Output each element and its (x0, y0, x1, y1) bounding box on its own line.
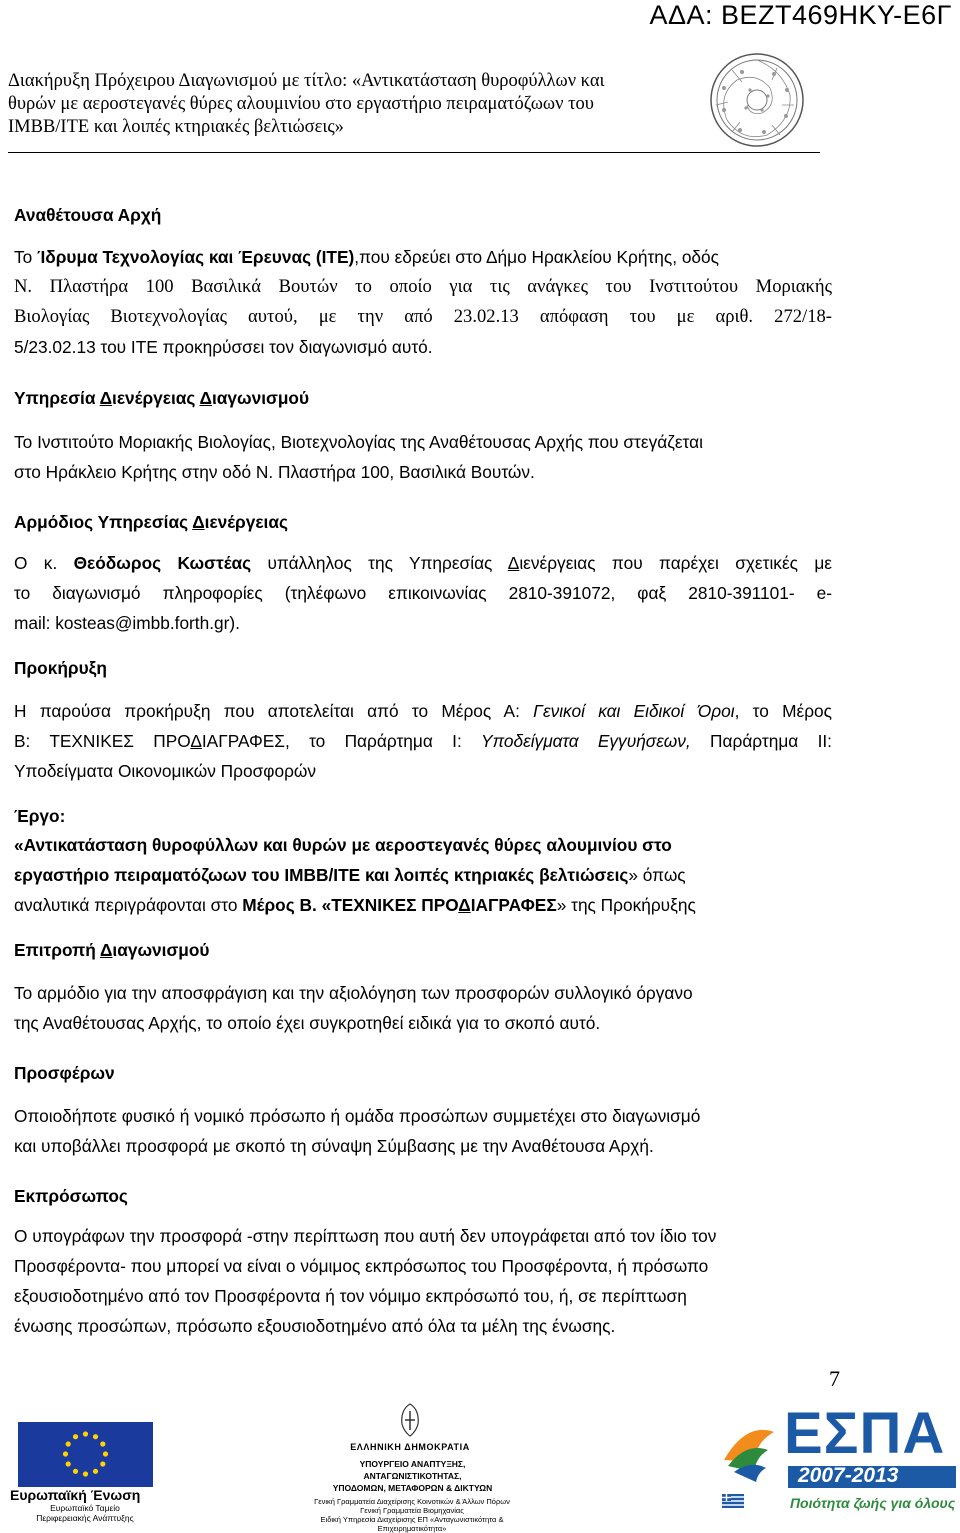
header-line: Διακήρυξη Πρόχειρου Διαγωνισμού με τίτλο: «Αντικατάσταση θυροφύλλων και (8, 71, 605, 91)
eu-title: Ευρωπαϊκή Ένωση (10, 1487, 141, 1503)
paragraph-line: το διαγωνισμό πληροφορίες (τηλέφωνο επικοινωνίας 2810-391072, φαξ 2810-391101- e- (14, 583, 832, 603)
phaistos-disc-logo (702, 50, 812, 150)
paragraph-line: Το αρμόδιο για την αποσφράγιση και την αξιολόγηση των προσφορών συλλογικό όργανο (14, 983, 693, 1003)
header-rule (8, 152, 820, 153)
ada-code: ΑΔΑ: ΒΕΖΤ469ΗΚΥ-Ε6Γ (649, 0, 952, 30)
header-line: IMBB/ITE και λοιπές κτηριακές βελτιώσεις» (8, 117, 344, 137)
section-heading: Έργο: (14, 806, 66, 826)
ministry-name (310, 1458, 515, 1494)
paragraph-line: 5/23.02.13 του ΙΤΕ προκηρύσσει τον διαγωνισμό αυτό. (14, 337, 433, 357)
section-heading: Προκήρυξη (14, 658, 107, 678)
section-heading: Εκπρόσωπος (14, 1186, 128, 1206)
header-line: θυρών με αεροστεγανές θύρες αλουμινίου στο εργαστήριο πειραματόζωων του (8, 94, 594, 114)
espa-title: ΕΣΠΑ (784, 1401, 946, 1466)
paragraph-line: «Αντικατάσταση θυροφύλλων και θυρών με αεροστεγανές θύρες αλουμινίου στο (14, 835, 672, 855)
greek-emblem-icon (398, 1402, 422, 1438)
paragraph-line: Ν. Πλαστήρα 100 Βασιλικά Βουτών το οποίο για τις ανάγκες του Ινστιτούτου Μοριακής (14, 276, 832, 297)
paragraph-line: ένωσης προσώπων, πρόσωπο εξουσιοδοτημένο από όλα τα μέλη της ένωσης. (14, 1316, 616, 1336)
paragraph-line: της Αναθέτουσας Αρχής, το οποίο έχει συγκροτηθεί ειδικά για το σκοπό αυτό. (14, 1013, 601, 1033)
paragraph-line: Η παρούσα προκήρυξη που αποτελείται από το Μέρος Α: Γενικοί και Ειδικοί Όροι, το Μέρος (14, 701, 832, 721)
eu-subtitle-line: Ευρωπαϊκό Ταμείο (50, 1503, 120, 1513)
gov-secretariat (312, 1497, 512, 1533)
paragraph-line: Υποδείγματα Οικονομικών Προσφορών (14, 761, 317, 781)
paragraph-line: Ο κ. Θεόδωρος Κωστέας υπάλληλος της Υπηρεσίας Διενέργειας που παρέχει σχετικές με (14, 553, 832, 573)
secretariat-line: Ειδική Υπηρεσία Διαχείρισης ΕΠ «Ανταγωνιστικότητα & Επιχειρηματικότητα» (320, 1515, 504, 1533)
section-paragraph (14, 427, 832, 487)
paragraph-line: Το Ινστιτούτο Μοριακής Βιολογίας, Βιοτεχνολογίας της Αναθέτουσας Αρχής που στεγάζεται (14, 432, 703, 452)
eu-flag-icon (18, 1422, 153, 1487)
paragraph-line: Το Ίδρυμα Τεχνολογίας και Έρευνας (ΙΤΕ),που εδρεύει στο Δήμο Ηρακλείου Κρήτης, οδός (14, 247, 719, 267)
section-paragraph (14, 242, 832, 362)
section-heading: Επιτροπή Διαγωνισμού (14, 940, 210, 960)
eu-subtitle-line: Περιφερειακής Ανάπτυξης (36, 1513, 134, 1523)
espa-slogan: Ποιότητα ζωής για όλους (790, 1495, 956, 1511)
section-paragraph (14, 1221, 832, 1341)
paragraph-line: Οποιοδήποτε φυσικό ή νομικό πρόσωπο ή ομάδα προσώπων συμμετέχει στο διαγωνισμό (14, 1106, 701, 1126)
section-heading: Αναθέτουσα Αρχή (14, 205, 162, 225)
paragraph-line: Βιολογίας Βιοτεχνολογίας αυτού, με την από 23.02.13 απόφαση του με αριθ. 272/18- (14, 306, 832, 327)
page-number: 7 (829, 1366, 840, 1391)
section-heading: Προσφέρων (14, 1063, 115, 1083)
paragraph-line: Προσφέροντα- που μπορεί να είναι ο νόμιμος εκπρόσωπος του Προσφέροντα, ή πρόσωπο (14, 1256, 709, 1276)
paragraph-line: Ο υπογράφων την προσφορά -στην περίπτωση που αυτή δεν υπογράφεται από τον ίδιο τον (14, 1226, 717, 1246)
section-paragraph (14, 548, 832, 638)
paragraph-line: στο Ηράκλειο Κρήτης στην οδό Ν. Πλαστήρα 100, Βασιλικά Βουτών. (14, 462, 535, 482)
secretariat-line: Γενική Γραμματεία Βιομηχανίας (360, 1506, 464, 1515)
eu-subtitle (30, 1503, 140, 1523)
paragraph-line: εξουσιοδοτημένο από τον Προσφέροντα ή τον νόμιμο εκπρόσωπό του, ή, σε περίπτωση (14, 1286, 687, 1306)
paragraph-line: Β: ΤΕΧΝΙΚΕΣ ΠΡΟΔΙΑΓΡΑΦΕΣ, το Παράρτημα Ι: Υποδείγματα Εγγυήσεων, Παράρτημα ΙΙ: (14, 731, 832, 751)
section-heading: Υπηρεσία Διενέργειας Διαγωνισμού (14, 388, 310, 408)
document-header (8, 70, 708, 139)
section-paragraph (14, 696, 832, 786)
section-paragraph (14, 830, 832, 920)
ministry-line: ΥΠΟΔΟΜΩΝ, ΜΕΤΑΦΟΡΩΝ & ΔΙΚΤΥΩΝ (332, 1483, 493, 1493)
paragraph-line: mail: kosteas@imbb.forth.gr). (14, 613, 240, 633)
paragraph-line: και υποβάλλει προσφορά με σκοπό τη σύναψη Σύμβασης με την Αναθέτουσα Αρχή. (14, 1136, 654, 1156)
ministry-line: ΥΠΟΥΡΓΕΙΟ ΑΝΑΠΤΥΞΗΣ, ΑΝΤΑΓΩΝΙΣΤΙΚΟΤΗΤΑΣ, (359, 1459, 466, 1481)
section-paragraph (14, 978, 832, 1038)
secretariat-line: Γενική Γραμματεία Διαχείρισης Κοινοτικών & Άλλων Πόρων (314, 1497, 510, 1506)
espa-years: 2007-2013 (798, 1464, 899, 1487)
paragraph-line: αναλυτικά περιγράφονται στο Μέρος Β. «ΤΕΧΝΙΚΕΣ ΠΡΟΔΙΑΓΡΑΦΕΣ» της Προκήρυξης (14, 895, 696, 915)
gov-title: ΕΛΛΗΝΙΚΗ ΔΗΜΟΚΡΑΤΙΑ (350, 1442, 470, 1452)
section-paragraph (14, 1101, 832, 1161)
paragraph-line: εργαστήριο πειραματόζωων του IMBB/ITE και λοιπές κτηριακές βελτιώσεις» όπως (14, 865, 686, 885)
section-heading: Αρμόδιος Υπηρεσίας Διενέργειας (14, 512, 288, 532)
